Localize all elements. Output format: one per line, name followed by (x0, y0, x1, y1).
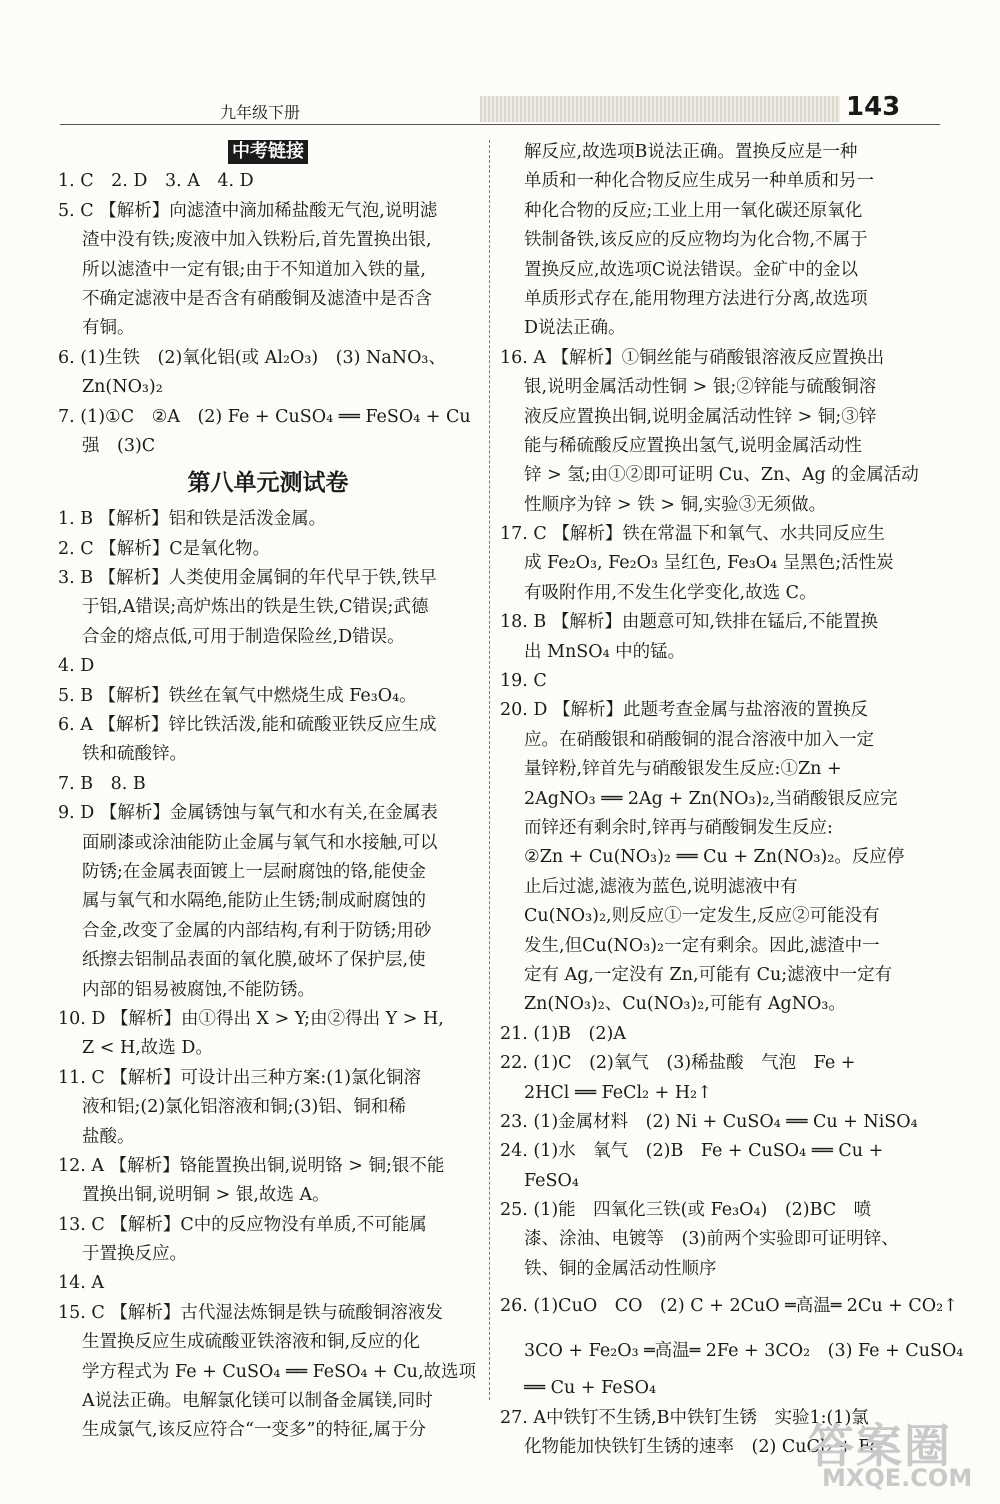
answer-line: 漆、涂油、电镀等 (3)前两个实验即可证明锌、 (524, 1229, 899, 1250)
answer-line: 2HCl ══ FeCl₂ + H₂↑ (524, 1082, 712, 1103)
answer-line: 6. (1)生铁 (2)氧化铝(或 Al₂O₃) (3) NaNO₃、 (58, 347, 446, 368)
answer-line: 学方程式为 Fe + CuSO₄ ══ FeSO₄ + Cu,故选项 (82, 1361, 477, 1382)
answer-line: ══ Cu + FeSO₄ (524, 1378, 656, 1399)
answer-line: 出 MnSO₄ 中的锰。 (524, 641, 686, 662)
answer-line: 26. (1)CuO CO (2) C + 2CuO ═高温═ 2Cu + CO₂↑ (500, 1296, 958, 1317)
page-number: 143 (840, 92, 906, 122)
answer-line: 能与稀硫酸反应置换出氢气,说明金属活动性 (524, 435, 863, 456)
answer-line: 3. B 【解析】人类使用金属铜的年代早于铁,铁早 (58, 568, 437, 589)
answer-line: 不确定滤液中是否含有硝酸铜及滤渣中是否含 (82, 288, 432, 309)
answer-line: 量锌粉,锌首先与硝酸银发生反应:①Zn + (524, 759, 842, 780)
answer-line: FeSO₄ (524, 1170, 579, 1191)
answer-line: 定有 Ag,一定没有 Zn,可能有 Cu;滤液中一定有 (524, 964, 893, 985)
answer-line: 10. D 【解析】由①得出 X > Y;由②得出 Y > H, (58, 1008, 444, 1029)
answer-line: 1. C 2. D 3. A 4. D (58, 171, 254, 192)
column-divider (489, 140, 490, 1400)
answer-line: 液反应置换出铜,说明金属活动性锌 > 铜;③锌 (524, 406, 877, 427)
watermark-url: MXQE.COM (822, 1464, 973, 1492)
answer-line: 4. D (58, 656, 95, 677)
answer-line: 置换反应,故选项C说法错误。金矿中的金以 (524, 259, 858, 280)
answer-line: 17. C 【解析】铁在常温下和氧气、水共同反应生 (500, 524, 885, 545)
answer-line: 单质形式存在,能用物理方法进行分离,故选项 (524, 288, 868, 309)
answer-line: 22. (1)C (2)氧气 (3)稀盐酸 气泡 Fe + (500, 1053, 856, 1074)
answer-line: 有铜。 (82, 318, 135, 339)
answer-line: 渣中没有铁;废液中加入铁粉后,首先置换出银, (82, 230, 432, 251)
answer-line: 铁和硫酸锌。 (82, 744, 187, 765)
answer-line: 于铝,A错误;高炉炼出的铁是生铁,C错误;武德 (82, 597, 429, 618)
watermark-logo: 答案圈 (808, 1419, 952, 1473)
answer-line: 盐酸。 (82, 1126, 135, 1147)
answer-line: 5. B 【解析】铁丝在氧气中燃烧生成 Fe₃O₄。 (58, 685, 417, 706)
answer-line: 铁制备铁,该反应的反应物均为化合物,不属于 (524, 230, 868, 251)
left-column (58, 138, 478, 1446)
answer-line: 21. (1)B (2)A (500, 1023, 626, 1044)
answer-line: 2. C 【解析】C是氧化物。 (58, 538, 271, 559)
page-header (60, 92, 940, 136)
right-column (500, 138, 964, 1462)
answer-line: 9. D 【解析】金属锈蚀与氧气和水有关,在金属表 (58, 803, 438, 824)
answer-line: 16. A 【解析】①铜丝能与硝酸银溶液反应置换出 (500, 347, 885, 368)
answer-line: Cu(NO₃)₂,则反应①一定发生,反应②可能没有 (524, 906, 880, 927)
answer-line: 12. A 【解析】铬能置换出铜,说明铬 > 铜;银不能 (58, 1155, 445, 1176)
answer-line: 23. (1)金属材料 (2) Ni + CuSO₄ ══ Cu + NiSO₄ (500, 1111, 918, 1132)
unit-title: 第八单元测试卷 (187, 470, 349, 497)
answer-line: 生成氯气,该反应符合“一变多”的特征,属于分 (82, 1420, 427, 1441)
answer-line: 防锈;在金属表面镀上一层耐腐蚀的铬,能使金 (82, 861, 426, 882)
answer-line: 15. C 【解析】古代湿法炼铜是铁与硫酸铜溶液发 (58, 1302, 443, 1323)
answer-line: 14. A (58, 1273, 105, 1294)
answer-line: 7. (1)①C ②A (2) Fe + CuSO₄ ══ FeSO₄ + Cu (58, 406, 471, 427)
header-pattern (480, 96, 890, 122)
answer-line: 有吸附作用,不发生化学变化,故选 C。 (524, 582, 817, 603)
answer-line: 单质和一种化合物反应生成另一种单质和另一 (524, 171, 874, 192)
answer-line: 11. C 【解析】可设计出三种方案:(1)氯化铜溶 (58, 1067, 422, 1088)
answer-line: 发生,但Cu(NO₃)₂一定有剩余。因此,滤渣中一 (524, 935, 880, 956)
answer-line: 性顺序为锌 > 铁 > 铜,实验③无须做。 (524, 494, 827, 515)
answer-line: Zn(NO₃)₂、Cu(NO₃)₂,可能有 AgNO₃。 (524, 994, 846, 1015)
answer-line: 于置换反应。 (82, 1244, 187, 1265)
answer-line: ②Zn + Cu(NO₃)₂ ══ Cu + Zn(NO₃)₂。反应停 (524, 847, 905, 868)
section-title-line (58, 138, 478, 167)
answer-line: Z < H,故选 D。 (82, 1038, 213, 1059)
answer-line: 5. C 【解析】向滤渣中滴加稀盐酸无气泡,说明滤 (58, 200, 438, 221)
answer-line: 所以滤渣中一定有银;由于不知道加入铁的量, (82, 259, 426, 280)
answer-line: 锌 > 氢;由①②即可证明 Cu、Zn、Ag 的金属活动 (524, 465, 919, 486)
answer-line: 液和铝;(2)氯化铝溶液和铜;(3)铝、铜和稀 (82, 1097, 406, 1118)
answer-line: 解反应,故选项B说法正确。置换反应是一种 (524, 142, 858, 162)
answer-line: 18. B 【解析】由题意可知,铁排在锰后,不能置换 (500, 612, 878, 633)
answer-line: Zn(NO₃)₂ (82, 377, 163, 398)
answer-line: 3CO + Fe₂O₃ ═高温═ 2Fe + 3CO₂ (3) Fe + CuSO₄ (524, 1341, 964, 1362)
answer-line: 化物能加快铁钉生锈的速率 (2) CuCl₂ + Fe (524, 1437, 880, 1458)
answer-line: 2AgNO₃ ══ 2Ag + Zn(NO₃)₂,当硝酸银反应完 (524, 788, 898, 809)
answer-line: 成 Fe₂O₃, Fe₂O₃ 呈红色, Fe₃O₄ 呈黑色;活性炭 (524, 553, 894, 574)
answer-line: 7. B 8. B (58, 773, 146, 794)
answer-line: 银,说明金属活动性铜 > 银;②锌能与硫酸铜溶 (524, 377, 877, 398)
answer-line: 1. B 【解析】铝和铁是活泼金属。 (58, 509, 327, 530)
answer-line: 25. (1)能 四氧化三铁(或 Fe₃O₄) (2)BC 喷 (500, 1200, 872, 1221)
answer-line: 24. (1)水 氧气 (2)B Fe + CuSO₄ ══ Cu + (500, 1141, 884, 1162)
answer-line: 6. A 【解析】锌比铁活泼,能和硫酸亚铁反应生成 (58, 715, 437, 736)
answer-line: 合金的熔点低,可用于制造保险丝,D错误。 (82, 626, 405, 647)
answer-line: A说法正确。电解氯化镁可以制备金属镁,同时 (82, 1391, 433, 1412)
answer-line: 合金,改变了金属的内部结构,有利于防锈;用砂 (82, 920, 432, 941)
answer-line: 强 (3)C (82, 435, 156, 456)
answer-line: 19. C (500, 671, 547, 692)
answer-line: 应。在硝酸银和硝酸铜的混合溶液中加入一定 (524, 729, 874, 750)
header-rule (60, 124, 940, 125)
answer-line: 内部的铝易被腐蚀,不能防锈。 (82, 979, 316, 1000)
answer-line: 20. D 【解析】此题考查金属与盐溶液的置换反 (500, 700, 868, 721)
answer-line: 种化合物的反应;工业上用一氧化碳还原氧化 (524, 200, 863, 221)
answer-line: 27. A中铁钉不生锈,B中铁钉生锈 实验1:(1)氯 (500, 1407, 869, 1428)
section-title: 中考链接 (228, 140, 308, 164)
answer-line: 生置换反应生成硫酸亚铁溶液和铜,反应的化 (82, 1332, 421, 1353)
answer-line: 纸擦去铝制品表面的氧化膜,破坏了保护层,使 (82, 950, 426, 971)
answer-line: 属与氧气和水隔绝,能防止生锈;制成耐腐蚀的 (82, 891, 426, 912)
answer-line: 13. C 【解析】C中的反应物没有单质,不可能属 (58, 1214, 427, 1235)
answer-line: 而锌还有剩余时,锌再与硝酸铜发生反应: (524, 817, 833, 838)
answer-line: D说法正确。 (524, 318, 626, 339)
answer-line: 止后过滤,滤液为蓝色,说明滤液中有 (524, 876, 798, 897)
answer-line: 铁、铜的金属活动性顺序 (524, 1258, 717, 1279)
grade-label: 九年级下册 (220, 103, 301, 122)
answer-line: 置换出铜,说明铜 > 银,故选 A。 (82, 1185, 330, 1206)
answer-line: 面刷漆或涂油能防止金属与氧气和水接触,可以 (82, 832, 438, 853)
